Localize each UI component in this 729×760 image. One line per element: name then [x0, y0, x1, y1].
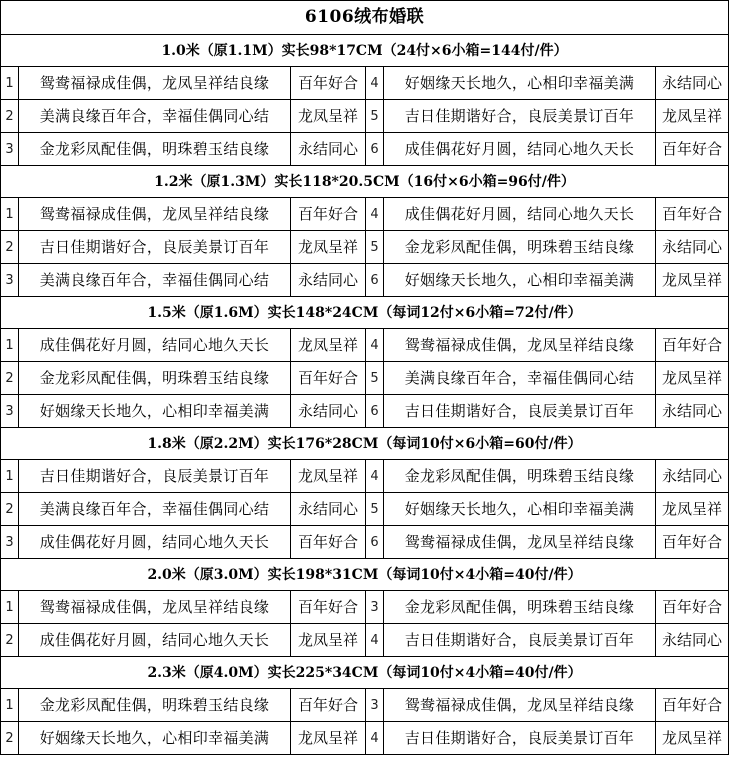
left-item-number: 1 — [1, 689, 19, 722]
table-row — [1, 460, 729, 493]
right-item-number: 3 — [366, 689, 384, 722]
left-horizontal-scroll: 百年好合 — [291, 591, 366, 624]
left-horizontal-scroll: 百年好合 — [291, 526, 366, 559]
right-couplet-text: 好姻缘天长地久，心相印幸福美满 — [384, 264, 656, 297]
section-header: 1.0米（原1.1M）实长98*17CM（24付×6小箱=144付/件） — [1, 35, 729, 67]
right-item-number: 5 — [366, 231, 384, 264]
table-row — [1, 329, 729, 362]
table-row — [1, 231, 729, 264]
section-header-row — [1, 166, 729, 198]
left-couplet-text: 好姻缘天长地久，心相印幸福美满 — [19, 722, 291, 755]
left-item-number: 1 — [1, 329, 19, 362]
section-header: 1.2米（原1.3M）实长118*20.5CM（16付×6小箱=96付/件） — [1, 166, 729, 198]
left-item-number: 1 — [1, 591, 19, 624]
left-horizontal-scroll: 龙凤呈祥 — [291, 231, 366, 264]
right-couplet-text: 金龙彩凤配佳偶，明珠碧玉结良缘 — [384, 460, 656, 493]
left-horizontal-scroll: 永结同心 — [291, 395, 366, 428]
left-item-number: 3 — [1, 526, 19, 559]
left-couplet-text: 金龙彩凤配佳偶，明珠碧玉结良缘 — [19, 689, 291, 722]
right-couplet-text: 好姻缘天长地久，心相印幸福美满 — [384, 67, 656, 100]
right-item-number: 6 — [366, 133, 384, 166]
table-row — [1, 624, 729, 657]
section-header: 1.5米（原1.6M）实长148*24CM（每词12付×6小箱=72付/件） — [1, 297, 729, 329]
left-item-number: 2 — [1, 493, 19, 526]
left-item-number: 2 — [1, 624, 19, 657]
table-row — [1, 362, 729, 395]
table-row — [1, 722, 729, 755]
right-item-number: 5 — [366, 362, 384, 395]
right-item-number: 3 — [366, 591, 384, 624]
right-couplet-text: 吉日佳期谐好合，良辰美景订百年 — [384, 395, 656, 428]
left-horizontal-scroll: 百年好合 — [291, 362, 366, 395]
right-horizontal-scroll: 永结同心 — [656, 624, 729, 657]
right-item-number: 4 — [366, 624, 384, 657]
right-couplet-text: 鸳鸯福禄成佳偶，龙凤呈祥结良缘 — [384, 329, 656, 362]
left-couplet-text: 鸳鸯福禄成佳偶，龙凤呈祥结良缘 — [19, 591, 291, 624]
left-horizontal-scroll: 龙凤呈祥 — [291, 100, 366, 133]
right-couplet-text: 成佳偶花好月圆，结同心地久天长 — [384, 198, 656, 231]
left-item-number: 2 — [1, 231, 19, 264]
right-item-number: 6 — [366, 526, 384, 559]
title-row — [1, 1, 729, 35]
right-item-number: 6 — [366, 264, 384, 297]
right-item-number: 4 — [366, 460, 384, 493]
right-item-number: 6 — [366, 395, 384, 428]
left-couplet-text: 金龙彩凤配佳偶，明珠碧玉结良缘 — [19, 133, 291, 166]
right-couplet-text: 金龙彩凤配佳偶，明珠碧玉结良缘 — [384, 591, 656, 624]
table-row — [1, 493, 729, 526]
right-horizontal-scroll: 百年好合 — [656, 526, 729, 559]
right-horizontal-scroll: 永结同心 — [656, 67, 729, 100]
table-row — [1, 591, 729, 624]
right-horizontal-scroll: 永结同心 — [656, 460, 729, 493]
left-horizontal-scroll: 龙凤呈祥 — [291, 624, 366, 657]
table-row — [1, 198, 729, 231]
section-header-row — [1, 35, 729, 67]
left-horizontal-scroll: 龙凤呈祥 — [291, 722, 366, 755]
right-item-number: 4 — [366, 198, 384, 231]
right-horizontal-scroll: 永结同心 — [656, 231, 729, 264]
table-row — [1, 264, 729, 297]
right-couplet-text: 吉日佳期谐好合，良辰美景订百年 — [384, 100, 656, 133]
left-item-number: 3 — [1, 395, 19, 428]
right-horizontal-scroll: 龙凤呈祥 — [656, 493, 729, 526]
right-couplet-text: 美满良缘百年合，幸福佳偶同心结 — [384, 362, 656, 395]
right-horizontal-scroll: 百年好合 — [656, 689, 729, 722]
left-item-number: 2 — [1, 722, 19, 755]
right-horizontal-scroll: 永结同心 — [656, 395, 729, 428]
table-row — [1, 67, 729, 100]
left-couplet-text: 鸳鸯福禄成佳偶，龙凤呈祥结良缘 — [19, 198, 291, 231]
sheet-title: 6106绒布婚联 — [1, 1, 729, 35]
left-couplet-text: 成佳偶花好月圆，结同心地久天长 — [19, 526, 291, 559]
right-item-number: 4 — [366, 722, 384, 755]
right-horizontal-scroll: 百年好合 — [656, 329, 729, 362]
table-row — [1, 395, 729, 428]
left-horizontal-scroll: 永结同心 — [291, 133, 366, 166]
left-couplet-text: 成佳偶花好月圆，结同心地久天长 — [19, 329, 291, 362]
table-row — [1, 689, 729, 722]
table-row — [1, 526, 729, 559]
left-horizontal-scroll: 百年好合 — [291, 198, 366, 231]
right-horizontal-scroll: 龙凤呈祥 — [656, 722, 729, 755]
right-horizontal-scroll: 龙凤呈祥 — [656, 100, 729, 133]
table-body — [1, 1, 729, 755]
left-couplet-text: 鸳鸯福禄成佳偶，龙凤呈祥结良缘 — [19, 67, 291, 100]
left-couplet-text: 美满良缘百年合，幸福佳偶同心结 — [19, 100, 291, 133]
right-couplet-text: 成佳偶花好月圆，结同心地久天长 — [384, 133, 656, 166]
section-header-row — [1, 559, 729, 591]
right-horizontal-scroll: 龙凤呈祥 — [656, 362, 729, 395]
section-header: 2.0米（原3.0M）实长198*31CM（每词10付×4小箱=40付/件） — [1, 559, 729, 591]
section-header-row — [1, 297, 729, 329]
section-header-row — [1, 428, 729, 460]
table-row — [1, 100, 729, 133]
left-item-number: 2 — [1, 362, 19, 395]
left-horizontal-scroll: 百年好合 — [291, 67, 366, 100]
left-item-number: 1 — [1, 67, 19, 100]
right-couplet-text: 金龙彩凤配佳偶，明珠碧玉结良缘 — [384, 231, 656, 264]
section-header-row — [1, 657, 729, 689]
right-horizontal-scroll: 龙凤呈祥 — [656, 264, 729, 297]
left-horizontal-scroll: 永结同心 — [291, 264, 366, 297]
left-horizontal-scroll: 百年好合 — [291, 689, 366, 722]
right-couplet-text: 吉日佳期谐好合，良辰美景订百年 — [384, 722, 656, 755]
left-couplet-text: 吉日佳期谐好合，良辰美景订百年 — [19, 231, 291, 264]
section-header: 2.3米（原4.0M）实长225*34CM（每词10付×4小箱=40付/件） — [1, 657, 729, 689]
right-item-number: 4 — [366, 329, 384, 362]
right-couplet-text: 鸳鸯福禄成佳偶，龙凤呈祥结良缘 — [384, 689, 656, 722]
left-item-number: 1 — [1, 198, 19, 231]
right-couplet-text: 鸳鸯福禄成佳偶，龙凤呈祥结良缘 — [384, 526, 656, 559]
section-header: 1.8米（原2.2M）实长176*28CM（每词10付×6小箱=60付/件） — [1, 428, 729, 460]
right-horizontal-scroll: 百年好合 — [656, 198, 729, 231]
right-item-number: 5 — [366, 493, 384, 526]
left-couplet-text: 美满良缘百年合，幸福佳偶同心结 — [19, 264, 291, 297]
left-item-number: 3 — [1, 133, 19, 166]
right-horizontal-scroll: 百年好合 — [656, 133, 729, 166]
right-item-number: 4 — [366, 67, 384, 100]
left-item-number: 2 — [1, 100, 19, 133]
left-couplet-text: 金龙彩凤配佳偶，明珠碧玉结良缘 — [19, 362, 291, 395]
right-couplet-text: 吉日佳期谐好合，良辰美景订百年 — [384, 624, 656, 657]
left-horizontal-scroll: 龙凤呈祥 — [291, 460, 366, 493]
right-couplet-text: 好姻缘天长地久，心相印幸福美满 — [384, 493, 656, 526]
left-item-number: 3 — [1, 264, 19, 297]
table-row — [1, 133, 729, 166]
left-couplet-text: 好姻缘天长地久，心相印幸福美满 — [19, 395, 291, 428]
left-couplet-text: 成佳偶花好月圆，结同心地久天长 — [19, 624, 291, 657]
left-horizontal-scroll: 永结同心 — [291, 493, 366, 526]
left-couplet-text: 吉日佳期谐好合，良辰美景订百年 — [19, 460, 291, 493]
left-item-number: 1 — [1, 460, 19, 493]
left-horizontal-scroll: 龙凤呈祥 — [291, 329, 366, 362]
left-couplet-text: 美满良缘百年合，幸福佳偶同心结 — [19, 493, 291, 526]
right-horizontal-scroll: 百年好合 — [656, 591, 729, 624]
right-item-number: 5 — [366, 100, 384, 133]
